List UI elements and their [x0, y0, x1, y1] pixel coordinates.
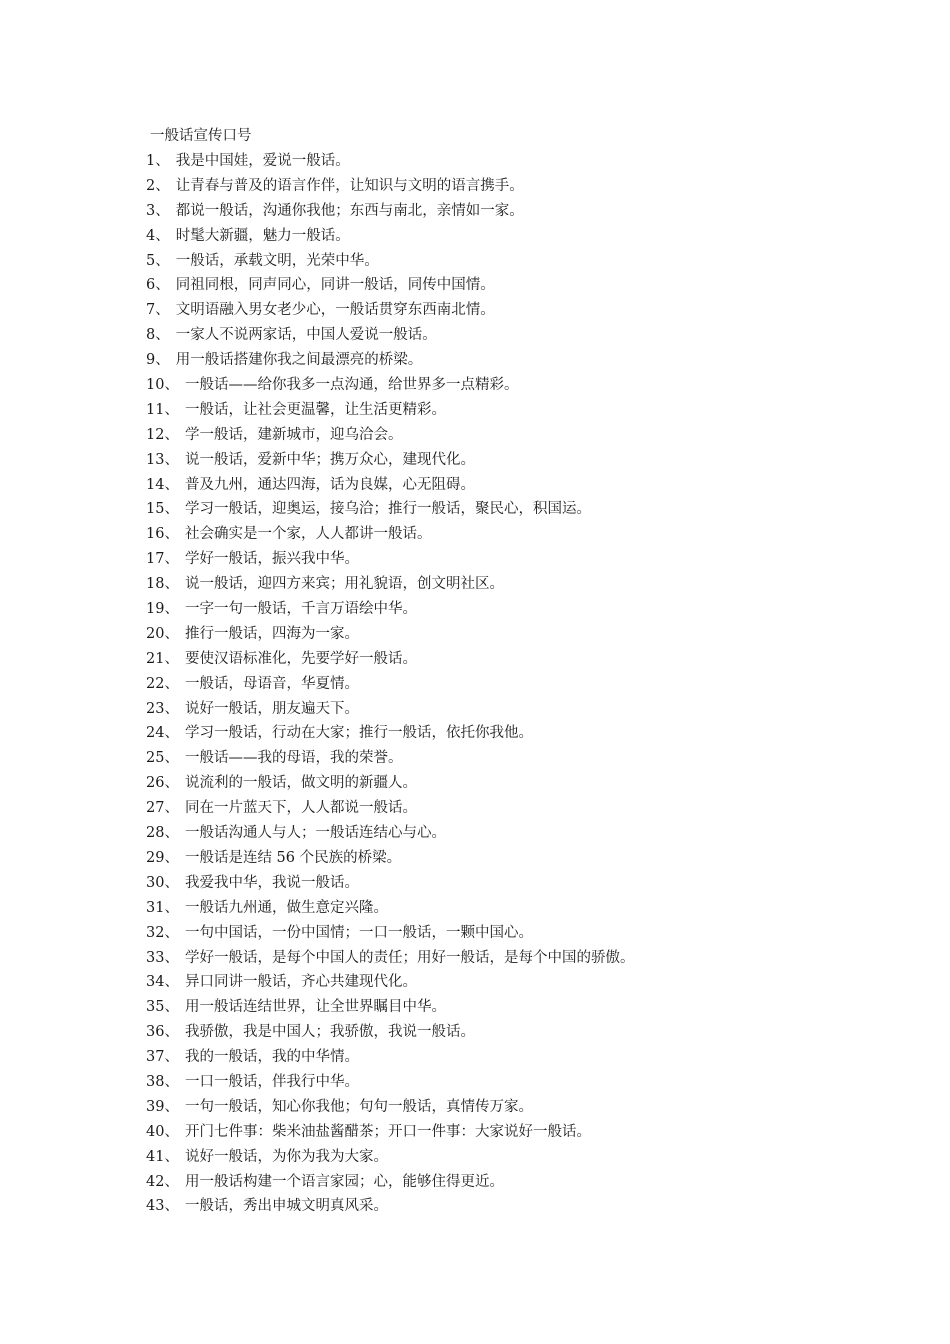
- slogan-text: 同在一片蓝天下，人人都说一般话。: [184, 800, 417, 817]
- slogan-number: 17、: [146, 551, 179, 568]
- slogan-text: 一家人不说两家话，中国人爱说一般话。: [175, 327, 437, 344]
- slogan-text: 用一般话构建一个语言家园；心，能够住得更近。: [184, 1173, 504, 1190]
- slogan-number: 3、: [146, 202, 170, 219]
- slogan-text: 一般话是连结 56 个民族的桥梁。: [184, 849, 402, 866]
- slogan-text: 异口同讲一般话，齐心共建现代化。: [184, 974, 417, 991]
- slogan-item: [146, 398, 906, 423]
- slogan-item: [146, 323, 906, 348]
- slogan-item: [146, 448, 906, 473]
- slogan-number: 25、: [146, 750, 179, 767]
- slogan-text: 一字一句一般话，千言万语绘中华。: [184, 601, 417, 618]
- slogan-number: 19、: [146, 601, 179, 618]
- slogan-item: [146, 1045, 906, 1070]
- slogan-item: [146, 1095, 906, 1120]
- slogan-number: 2、: [146, 177, 170, 194]
- slogan-text: 说一般话，迎四方来宾；用礼貌语，创文明社区。: [184, 576, 504, 593]
- slogan-item: [146, 697, 906, 722]
- slogan-number: 35、: [146, 999, 179, 1016]
- document-title: 一般话宣传口号: [150, 128, 252, 144]
- slogan-text: 一般话，秀出申城文明真风采。: [184, 1198, 388, 1215]
- slogan-text: 用一般话搭建你我之间最漂亮的桥梁。: [175, 352, 423, 369]
- slogan-number: 18、: [146, 576, 179, 593]
- slogan-text: 一般话，母语音，华夏情。: [184, 675, 359, 692]
- slogan-number: 5、: [146, 252, 170, 269]
- slogan-text: 开门七件事：柴米油盐酱醋茶；开口一件事：大家说好一般话。: [184, 1123, 591, 1140]
- slogan-text: 一般话，承载文明，光荣中华。: [175, 252, 379, 269]
- slogan-text: 让青春与普及的语言作伴，让知识与文明的语言携手。: [175, 177, 524, 194]
- slogan-number: 8、: [146, 327, 170, 344]
- slogan-item: [146, 821, 906, 846]
- slogan-text: 一口一般话，伴我行中华。: [184, 1073, 359, 1090]
- slogan-text: 一句一般话，知心你我他；句句一般话，真情传万家。: [184, 1098, 533, 1115]
- slogan-text: 一般话沟通人与人；一般话连结心与心。: [184, 825, 446, 842]
- slogan-item: [146, 647, 906, 672]
- slogan-text: 文明语融入男女老少心，一般话贯穿东西南北情。: [175, 302, 495, 319]
- slogan-number: 24、: [146, 725, 179, 742]
- slogan-number: 9、: [146, 352, 170, 369]
- slogan-item: [146, 622, 906, 647]
- slogan-number: 39、: [146, 1098, 179, 1115]
- slogan-item: [146, 423, 906, 448]
- slogan-item: [146, 1145, 906, 1170]
- slogan-number: 23、: [146, 700, 179, 717]
- slogan-number: 43、: [146, 1198, 179, 1215]
- slogan-text: 社会确实是一个家，人人都讲一般话。: [184, 526, 432, 543]
- slogan-text: 学好一般话，是每个中国人的责任；用好一般话，是每个中国的骄傲。: [184, 949, 635, 966]
- slogan-item: [146, 995, 906, 1020]
- slogan-item: [146, 771, 906, 796]
- slogan-number: 31、: [146, 899, 179, 916]
- slogan-item: [146, 572, 906, 597]
- slogan-item: [146, 896, 906, 921]
- slogan-number: 4、: [146, 227, 170, 244]
- slogan-number: 36、: [146, 1024, 179, 1041]
- slogan-item: [146, 522, 906, 547]
- slogan-number: 7、: [146, 302, 170, 319]
- slogan-text: 说好一般话，为你为我为大家。: [184, 1148, 388, 1165]
- slogan-item: [146, 846, 906, 871]
- slogan-text: 学习一般话，迎奥运，接乌洽；推行一般话，聚民心，积国运。: [184, 501, 591, 518]
- slogan-number: 22、: [146, 675, 179, 692]
- slogan-number: 26、: [146, 775, 179, 792]
- slogan-item: [146, 746, 906, 771]
- slogan-number: 15、: [146, 501, 179, 518]
- slogan-text: 我是中国娃，爱说一般话。: [175, 153, 350, 169]
- slogan-item: [146, 149, 906, 174]
- slogan-text: 说流利的一般话，做文明的新疆人。: [184, 775, 417, 792]
- slogan-item: [146, 921, 906, 946]
- slogan-number: 13、: [146, 451, 179, 468]
- slogan-text: 推行一般话，四海为一家。: [184, 625, 359, 642]
- slogan-number: 41、: [146, 1148, 179, 1165]
- slogan-item: [146, 1020, 906, 1045]
- slogan-number: 40、: [146, 1123, 179, 1140]
- slogan-text: 都说一般话，沟通你我他；东西与南北，亲情如一家。: [175, 202, 524, 219]
- slogan-item: [146, 796, 906, 821]
- slogan-item: [146, 946, 906, 971]
- slogan-number: 28、: [146, 825, 179, 842]
- slogan-item: [146, 473, 906, 498]
- slogan-item: [146, 373, 906, 398]
- slogan-text: 说一般话，爱新中华；携万众心，建现代化。: [184, 451, 475, 468]
- slogan-item: [146, 348, 906, 373]
- slogan-item: [146, 871, 906, 896]
- slogan-number: 1、: [146, 153, 170, 169]
- slogan-text: 我骄傲，我是中国人；我骄傲，我说一般话。: [184, 1024, 475, 1041]
- slogan-number: 32、: [146, 924, 179, 941]
- slogan-number: 16、: [146, 526, 179, 543]
- slogan-text: 我爱我中华，我说一般话。: [184, 874, 359, 891]
- slogan-number: 29、: [146, 849, 179, 866]
- slogan-text: 同祖同根，同声同心，同讲一般话，同传中国情。: [175, 277, 495, 294]
- slogan-number: 34、: [146, 974, 179, 991]
- slogan-number: 21、: [146, 650, 179, 667]
- slogan-text: 要使汉语标准化，先要学好一般话。: [184, 650, 417, 667]
- slogan-text: 我的一般话，我的中华情。: [184, 1049, 359, 1066]
- slogan-item: [146, 298, 906, 323]
- slogan-number: 27、: [146, 800, 179, 817]
- slogan-text: 学习一般话，行动在大家；推行一般话，依托你我他。: [184, 725, 533, 742]
- slogan-number: 14、: [146, 476, 179, 493]
- slogan-item: [146, 1070, 906, 1095]
- slogan-text: 一句中国话，一份中国情；一口一般话，一颗中国心。: [184, 924, 533, 941]
- slogan-number: 33、: [146, 949, 179, 966]
- slogan-number: 12、: [146, 426, 179, 443]
- slogan-item: [146, 1120, 906, 1145]
- slogan-number: 10、: [146, 377, 179, 394]
- slogan-text: 一般话，让社会更温馨，让生活更精彩。: [184, 401, 446, 418]
- slogan-text: 普及九州，通达四海，话为良媒，心无阻碍。: [184, 476, 475, 493]
- slogan-item: [146, 597, 906, 622]
- slogan-item: [146, 174, 906, 199]
- slogan-number: 20、: [146, 625, 179, 642]
- slogan-number: 37、: [146, 1049, 179, 1066]
- slogan-list: [146, 149, 906, 1219]
- slogan-item: [146, 970, 906, 995]
- slogan-item: [146, 224, 906, 249]
- slogan-text: 说好一般话，朋友遍天下。: [184, 700, 359, 717]
- slogan-text: 学好一般话，振兴我中华。: [184, 551, 359, 568]
- slogan-item: [146, 199, 906, 224]
- slogan-text: 学一般话，建新城市，迎乌洽会。: [184, 426, 403, 443]
- slogan-number: 38、: [146, 1073, 179, 1090]
- slogan-item: [146, 1170, 906, 1195]
- slogan-text: 一般话——我的母语，我的荣誉。: [184, 750, 403, 767]
- slogan-text: 一般话九州通，做生意定兴隆。: [184, 899, 388, 916]
- slogan-item: [146, 547, 906, 572]
- slogan-number: 6、: [146, 277, 170, 294]
- slogan-number: 30、: [146, 874, 179, 891]
- slogan-text: 用一般话连结世界，让全世界瞩目中华。: [184, 999, 446, 1016]
- slogan-number: 11、: [146, 401, 179, 418]
- slogan-text: 一般话——给你我多一点沟通，给世界多一点精彩。: [184, 377, 519, 394]
- slogan-item: [146, 249, 906, 274]
- slogan-item: [146, 721, 906, 746]
- slogan-item: [146, 497, 906, 522]
- slogan-item: [146, 273, 906, 298]
- slogan-item: [146, 672, 906, 697]
- slogan-text: 时髦大新疆，魅力一般话。: [175, 227, 350, 244]
- slogan-item: [146, 1194, 906, 1219]
- slogan-number: 42、: [146, 1173, 179, 1190]
